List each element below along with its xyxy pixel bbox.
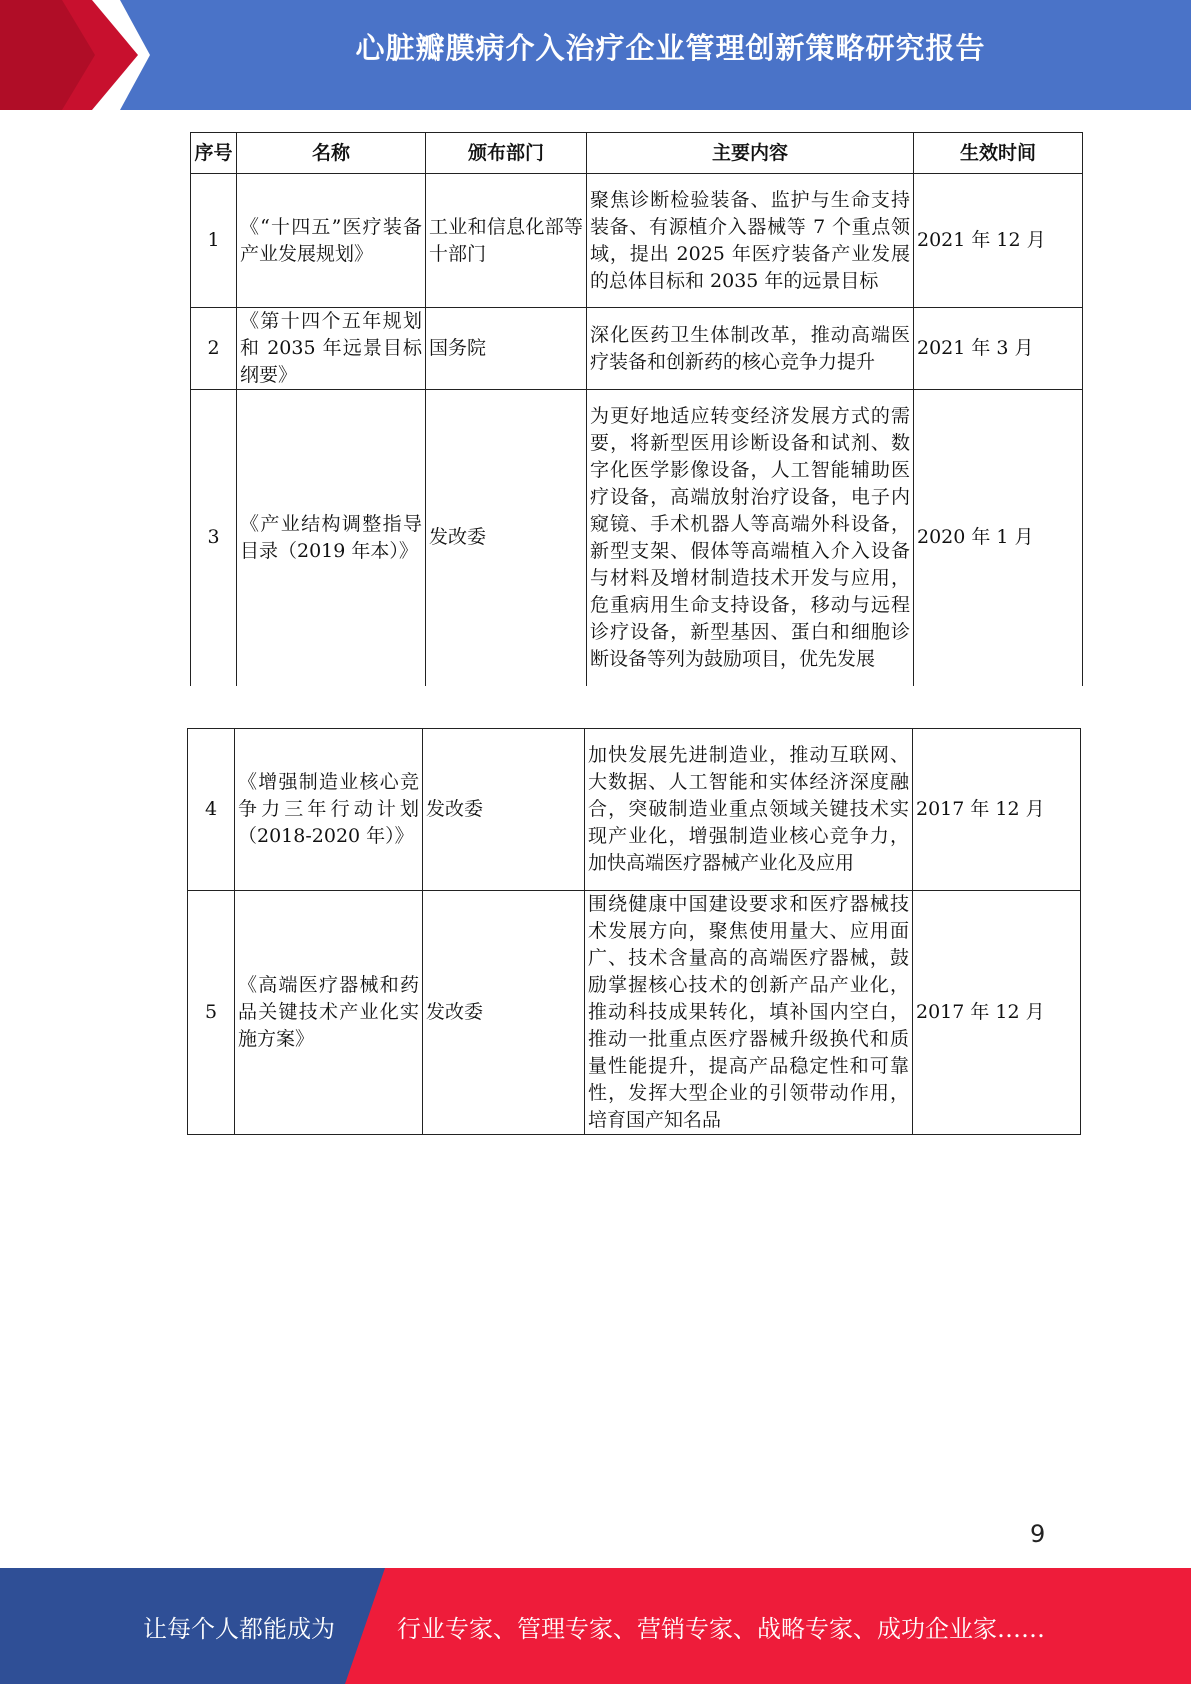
footer-slogan-right: 行业专家、管理专家、营销专家、战略专家、成功企业家…… <box>397 1615 1045 1643</box>
table-row <box>188 891 1081 1135</box>
cell-dept: 发改委 <box>426 390 587 686</box>
cell-date: 2021 年 3 月 <box>914 308 1083 390</box>
col-header-date: 生效时间 <box>914 133 1083 174</box>
policy-table-part-1 <box>190 132 1083 686</box>
table-row <box>191 390 1083 686</box>
cell-name: 《“十四五”医疗装备产业发展规划》 <box>237 174 426 308</box>
table-row <box>188 729 1081 891</box>
cell-no: 1 <box>191 174 237 308</box>
cell-dept: 国务院 <box>426 308 587 390</box>
cell-content: 深化医药卫生体制改革，推动高端医疗装备和创新药的核心竞争力提升 <box>587 308 914 390</box>
col-header-no: 序号 <box>191 133 237 174</box>
cell-name: 《产业结构调整指导目录（2019 年本）》 <box>237 390 426 686</box>
page-footer <box>0 1568 1191 1684</box>
col-header-content: 主要内容 <box>587 133 914 174</box>
cell-no: 3 <box>191 390 237 686</box>
table-header-row <box>191 133 1083 174</box>
cell-content: 聚焦诊断检验装备、监护与生命支持装备、有源植介入器械等 7 个重点领域，提出 2025 年医疗装备产业发展的总体目标和 2035 年的远景目标 <box>587 174 914 308</box>
cell-no: 5 <box>188 891 235 1135</box>
table-row <box>191 308 1083 390</box>
cell-content: 加快发展先进制造业，推动互联网、大数据、人工智能和实体经济深度融合，突破制造业重点领域关键技术实现产业化，增强制造业核心竞争力，加快高端医疗器械产业化及应用 <box>585 729 913 891</box>
table-row <box>191 174 1083 308</box>
cell-dept: 工业和信息化部等十部门 <box>426 174 587 308</box>
report-title: 心脏瓣膜病介入治疗企业管理创新策略研究报告 <box>355 31 986 65</box>
cell-content: 围绕健康中国建设要求和医疗器械技术发展方向，聚焦使用量大、应用面广、技术含量高的高端医疗器械，鼓励掌握核心技术的创新产品产业化，推动科技成果转化，填补国内空白，推动一批重点医疗器械升级换代和质量性能提升，提高产品稳定性和可靠性，发挥大型企业的引领带动作用，培育国产知名品 <box>585 891 913 1135</box>
cell-date: 2017 年 12 月 <box>913 729 1081 891</box>
cell-date: 2017 年 12 月 <box>913 891 1081 1135</box>
page-header <box>0 0 1191 110</box>
cell-dept: 发改委 <box>423 729 585 891</box>
cell-no: 4 <box>188 729 235 891</box>
cell-dept: 发改委 <box>423 891 585 1135</box>
cell-content: 为更好地适应转变经济发展方式的需要，将新型医用诊断设备和试剂、数字化医学影像设备，人工智能辅助医疗设备，高端放射治疗设备，电子内窥镜、手术机器人等高端外科设备，新型支架、假体等高端植入介入设备与材料及增材制造技术开发与应用，危重病用生命支持设备，移动与远程诊疗设备，新型基因、蛋白和细胞诊断设备等列为鼓励项目，优先发展 <box>587 390 914 686</box>
policy-table-part-2 <box>187 728 1081 1135</box>
cell-name: 《高端医疗器械和药品关键技术产业化实施方案》 <box>235 891 423 1135</box>
cell-name: 《增强制造业核心竞争力三年行动计划（2018-2020 年）》 <box>235 729 423 891</box>
cell-date: 2020 年 1 月 <box>914 390 1083 686</box>
cell-name: 《第十四个五年规划和 2035 年远景目标纲要》 <box>237 308 426 390</box>
col-header-name: 名称 <box>237 133 426 174</box>
cell-no: 2 <box>191 308 237 390</box>
page-number: 9 <box>1030 1520 1046 1548</box>
cell-date: 2021 年 12 月 <box>914 174 1083 308</box>
col-header-dept: 颁布部门 <box>426 133 587 174</box>
footer-slogan-left: 让每个人都能成为 <box>143 1615 335 1643</box>
